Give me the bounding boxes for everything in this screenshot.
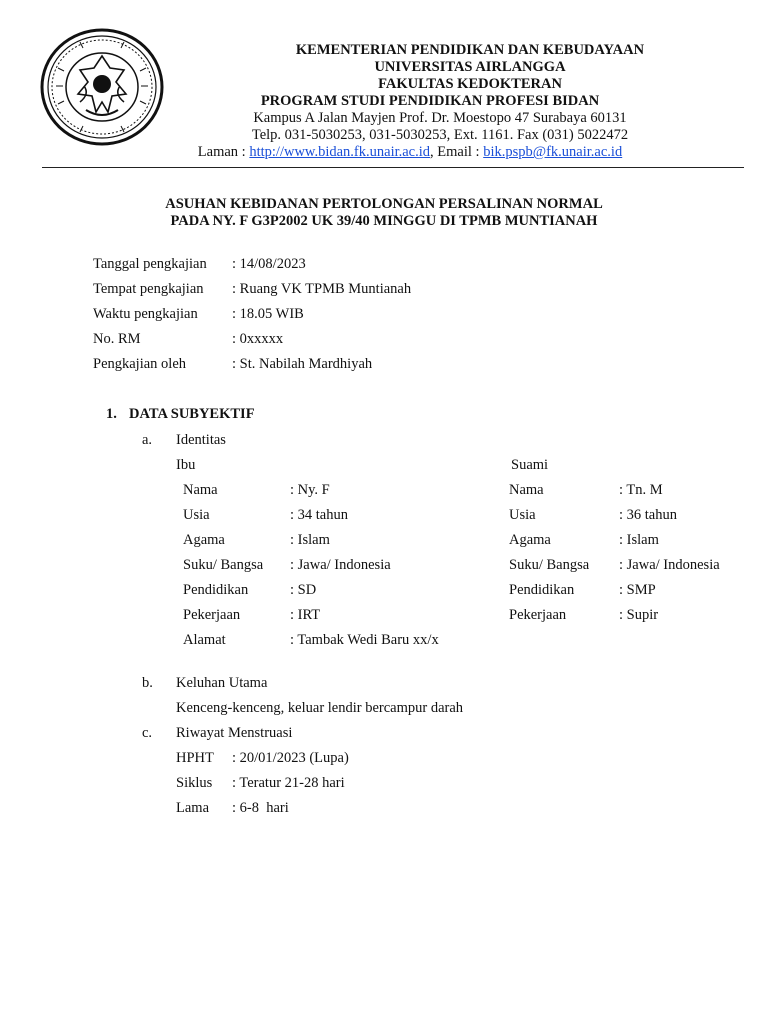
siklus-label: Siklus	[176, 775, 213, 791]
email-label: , Email :	[430, 144, 484, 160]
ibu-agama-label: Agama	[183, 532, 225, 548]
record-number-label: No. RM	[93, 331, 141, 347]
ibu-pendidikan-label: Pendidikan	[183, 582, 249, 598]
ibu-usia-label: Usia	[183, 507, 210, 523]
suami-agama-value: : Islam	[619, 532, 659, 548]
sub-b-letter: b.	[142, 675, 153, 691]
document-title-line2: PADA NY. F G3P2002 UK 39/40 MINGGU DI TPMB MUNTIANAH	[170, 213, 598, 229]
record-number-value: : 0xxxxx	[232, 331, 284, 347]
ibu-pekerjaan-value: : IRT	[290, 607, 321, 623]
contact-line	[100, 144, 720, 161]
ministry-name: KEMENTERIAN PENDIDIKAN DAN KEBUDAYAAN	[295, 42, 645, 58]
email-link[interactable]: bik.pspb@fk.unair.ac.id	[483, 144, 623, 160]
laman-label: Laman :	[197, 144, 250, 160]
website-link[interactable]: http://www.bidan.fk.unair.ac.id	[249, 144, 431, 160]
lama-value: : 6-8 hari	[232, 800, 289, 816]
program-name: PROGRAM STUDI PENDIDIKAN PROFESI BIDAN	[260, 93, 600, 109]
assessor-value: : St. Nabilah Mardhiyah	[232, 356, 373, 372]
address-line: Kampus A Jalan Mayjen Prof. Dr. Moestopo 47 Surabaya 60131	[253, 110, 627, 126]
suami-nama-value: : Tn. M	[619, 482, 663, 498]
ibu-nama-value: : Ny. F	[290, 482, 330, 498]
hpht-label: HPHT	[176, 750, 214, 766]
suami-usia-label: Usia	[509, 507, 536, 523]
keluhan-title: Keluhan Utama	[176, 675, 268, 691]
sub-a-letter: a.	[142, 432, 153, 448]
assessment-place-label: Tempat pengkajian	[93, 281, 204, 297]
ibu-pendidikan-value: : SD	[290, 582, 317, 598]
suami-label: Suami	[511, 457, 549, 473]
assessment-place-value: : Ruang VK TPMB Muntianah	[232, 281, 412, 297]
section-heading: DATA SUBYEKTIF	[129, 406, 255, 422]
keluhan-text: Kenceng-kenceng, keluar lendir bercampur darah	[176, 700, 464, 716]
assessment-time-label: Waktu pengkajian	[93, 306, 198, 322]
suami-suku-label: Suku/ Bangsa	[509, 557, 590, 573]
suami-usia-value: : 36 tahun	[619, 507, 677, 523]
ibu-alamat-label: Alamat	[183, 632, 226, 648]
suami-pekerjaan-label: Pekerjaan	[509, 607, 567, 623]
suami-pekerjaan-value: : Supir	[619, 607, 659, 623]
ibu-suku-label: Suku/ Bangsa	[183, 557, 264, 573]
ibu-usia-value: : 34 tahun	[290, 507, 348, 523]
section-number: 1.	[106, 406, 117, 422]
ibu-agama-value: : Islam	[290, 532, 330, 548]
sub-c-letter: c.	[142, 725, 153, 741]
suami-suku-value: : Jawa/ Indonesia	[619, 557, 720, 573]
lama-label: Lama	[176, 800, 210, 816]
menstruasi-title: Riwayat Menstruasi	[176, 725, 293, 741]
ibu-pekerjaan-label: Pekerjaan	[183, 607, 241, 623]
suami-nama-label: Nama	[509, 482, 544, 498]
ibu-alamat-value: : Tambak Wedi Baru xx/x	[290, 632, 439, 648]
header-divider	[42, 167, 744, 168]
ibu-nama-label: Nama	[183, 482, 218, 498]
phone-line: Telp. 031-5030253, 031-5030253, Ext. 1161. Fax (031) 5022472	[251, 127, 629, 143]
university-name: UNIVERSITAS AIRLANGGA	[374, 59, 566, 75]
ibu-label: Ibu	[176, 457, 196, 473]
assessment-time-value: : 18.05 WIB	[232, 306, 304, 322]
siklus-value: : Teratur 21-28 hari	[232, 775, 345, 791]
assessor-label: Pengkajian oleh	[93, 356, 187, 372]
suami-pendidikan-value: : SMP	[619, 582, 656, 598]
faculty-name: FAKULTAS KEDOKTERAN	[378, 76, 562, 92]
suami-agama-label: Agama	[509, 532, 551, 548]
assessment-date-label: Tanggal pengkajian	[93, 256, 207, 272]
suami-pendidikan-label: Pendidikan	[509, 582, 575, 598]
ibu-suku-value: : Jawa/ Indonesia	[290, 557, 391, 573]
hpht-value: : 20/01/2023 (Lupa)	[232, 750, 349, 766]
assessment-date-value: : 14/08/2023	[232, 256, 306, 272]
identitas-title: Identitas	[176, 432, 226, 448]
document-title-line1: ASUHAN KEBIDANAN PERTOLONGAN PERSALINAN NORMAL	[165, 196, 603, 212]
